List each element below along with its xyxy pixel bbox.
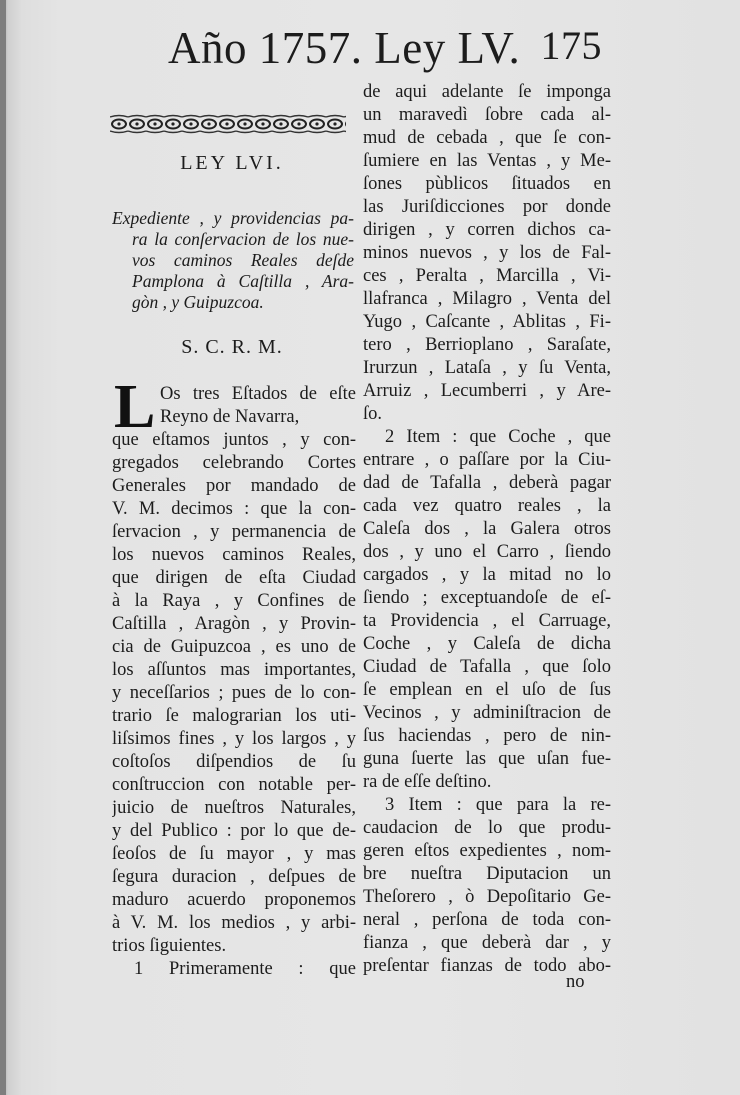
running-title: Año 1757. Ley LV. bbox=[168, 23, 521, 73]
text-line: V. M. decimos : que la con- bbox=[112, 499, 356, 519]
page-binding-edge bbox=[0, 0, 6, 1095]
text-line: Caſtilla , Aragòn , y Provin- bbox=[112, 614, 356, 634]
text-line: ſo. bbox=[363, 404, 383, 424]
text-line: dad de Tafalla , deberà pagar bbox=[363, 473, 611, 493]
text-line: ſus haciendas , pero de nin- bbox=[363, 726, 611, 746]
text-line: fianza , que deberà dar , y bbox=[363, 933, 611, 953]
text-line: los nuevos caminos Reales, bbox=[112, 545, 356, 565]
text-line: dos , y uno el Carro , ſiendo bbox=[363, 542, 611, 562]
text-line: ra de eſſe deſtino. bbox=[363, 772, 492, 792]
drop-cap: L bbox=[114, 373, 156, 441]
text-line: cada vez quatro reales , la bbox=[363, 496, 611, 516]
text-line: dirigen , y corren dichos ca- bbox=[363, 220, 611, 240]
text-line: y neceſſarios ; pues de lo con- bbox=[112, 683, 356, 703]
law-heading: LEY LVI. bbox=[180, 152, 284, 174]
text-line: de aqui adelante ſe imponga bbox=[363, 82, 611, 102]
text-line: neral , perſona de toda con- bbox=[363, 910, 611, 930]
text-line: Irurzun , Lataſa , y ſu Venta, bbox=[363, 358, 611, 378]
text-line: à la Raya , y Confines de bbox=[112, 591, 356, 611]
text-line: bre nueſtra Diputacion un bbox=[363, 864, 611, 884]
text-line: tero , Berrioplano , Saraſate, bbox=[363, 335, 611, 355]
text-line: ſones pùblicos ſituados en bbox=[363, 174, 611, 194]
text-line: Yugo , Caſcante , Ablitas , Fi- bbox=[363, 312, 611, 332]
text-line: ſeoſos de ſu mayor , y mas bbox=[112, 844, 356, 864]
text-line: Expediente , y providencias pa- bbox=[112, 208, 354, 228]
text-line: mud de cebada , que ſe con- bbox=[363, 128, 611, 148]
ornament-band-icon bbox=[110, 114, 346, 134]
text-line: gregados celebrando Cortes bbox=[112, 453, 356, 473]
text-line: maduro acuerdo proponemos bbox=[112, 890, 356, 910]
text-line: ces , Peralta , Marcilla , Vi- bbox=[363, 266, 611, 286]
text-line: cargados , y la mitad no lo bbox=[363, 565, 611, 585]
text-line: ra la conſervacion de los nue- bbox=[132, 229, 354, 249]
text-line: guna ſuerte las que uſan fue- bbox=[363, 749, 611, 769]
text-line: ſe emplean en el uſo de ſus bbox=[363, 680, 611, 700]
text-line: llafranca , Milagro , Venta del bbox=[363, 289, 611, 309]
salutation: S. C. R. M. bbox=[181, 336, 283, 358]
text-line: que dirigen de eſta Ciudad bbox=[112, 568, 356, 588]
catchword: no bbox=[566, 972, 585, 992]
text-line: geren eſtos expedientes , nom- bbox=[363, 841, 611, 861]
text-line: Reyno de Navarra, bbox=[160, 407, 300, 427]
text-line: Caleſa dos , la Galera otros bbox=[363, 519, 611, 539]
text-line: 3 Item : que para la re- bbox=[385, 795, 611, 815]
text-line: Arruiz , Lecumberri , y Are- bbox=[363, 381, 611, 401]
text-line: ſiendo ; exceptuandoſe de eſ- bbox=[363, 588, 611, 608]
text-line: preſentar fianzas de todo abo- bbox=[363, 956, 611, 976]
running-header bbox=[168, 22, 608, 82]
text-line: gòn , y Guipuzcoa. bbox=[132, 292, 264, 312]
text-line: Ciudad de Tafalla , que ſolo bbox=[363, 657, 611, 677]
text-line: entrare , o paſſare por la Ciu- bbox=[363, 450, 611, 470]
text-line: à V. M. los medios , y arbi- bbox=[112, 913, 356, 933]
text-line: vos caminos Reales deſde bbox=[132, 250, 354, 270]
text-line: que eſtamos juntos , y con- bbox=[112, 430, 356, 450]
text-line: trario ſe malograrian los uti- bbox=[112, 706, 356, 726]
text-line: ta Providencia , el Carruage, bbox=[363, 611, 611, 631]
text-line: Pamplona à Caſtilla , Ara- bbox=[132, 271, 354, 291]
text-line: coſtoſos diſpendios de ſu bbox=[112, 752, 356, 772]
law-summary bbox=[112, 208, 354, 313]
text-line: cia de Guipuzcoa , es uno de bbox=[112, 637, 356, 657]
text-line: y del Publico : por lo que de- bbox=[112, 821, 356, 841]
right-column-text bbox=[363, 81, 611, 978]
text-line: Coche , y Caleſa de dicha bbox=[363, 634, 611, 654]
text-line: 1 Primeramente : que bbox=[134, 959, 356, 979]
text-line: Theſorero , ò Depoſitario Ge- bbox=[363, 887, 611, 907]
text-line: minos nuevos , y los de Fal- bbox=[363, 243, 611, 263]
text-line: trios ſiguientes. bbox=[112, 936, 227, 956]
text-line: liſsimos fines , y los largos , y bbox=[112, 729, 356, 749]
left-column-text bbox=[112, 373, 356, 981]
text-line: los aſſuntos mas importantes, bbox=[112, 660, 356, 680]
text-line: juicio de nueſtros Naturales, bbox=[112, 798, 356, 818]
text-line: Generales por mandado de bbox=[112, 476, 356, 496]
text-line: Os tres Eſtados de eſte bbox=[160, 384, 356, 404]
text-line: ſervacion , y permanencia de bbox=[112, 522, 356, 542]
text-line: ſegura duracion , deſpues de bbox=[112, 867, 356, 887]
page-number: 175 bbox=[540, 23, 602, 68]
text-line: Vecinos , y adminiſtracion de bbox=[363, 703, 611, 723]
text-line: un maravedì ſobre cada al- bbox=[363, 105, 611, 125]
text-line: ſumiere en las Ventas , y Me- bbox=[363, 151, 611, 171]
text-line: 2 Item : que Coche , que bbox=[385, 427, 611, 447]
text-line: caudacion de lo que produ- bbox=[363, 818, 611, 838]
text-line: las Juriſdicciones por donde bbox=[363, 197, 611, 217]
text-line: conſtruccion con notable per- bbox=[112, 775, 356, 795]
